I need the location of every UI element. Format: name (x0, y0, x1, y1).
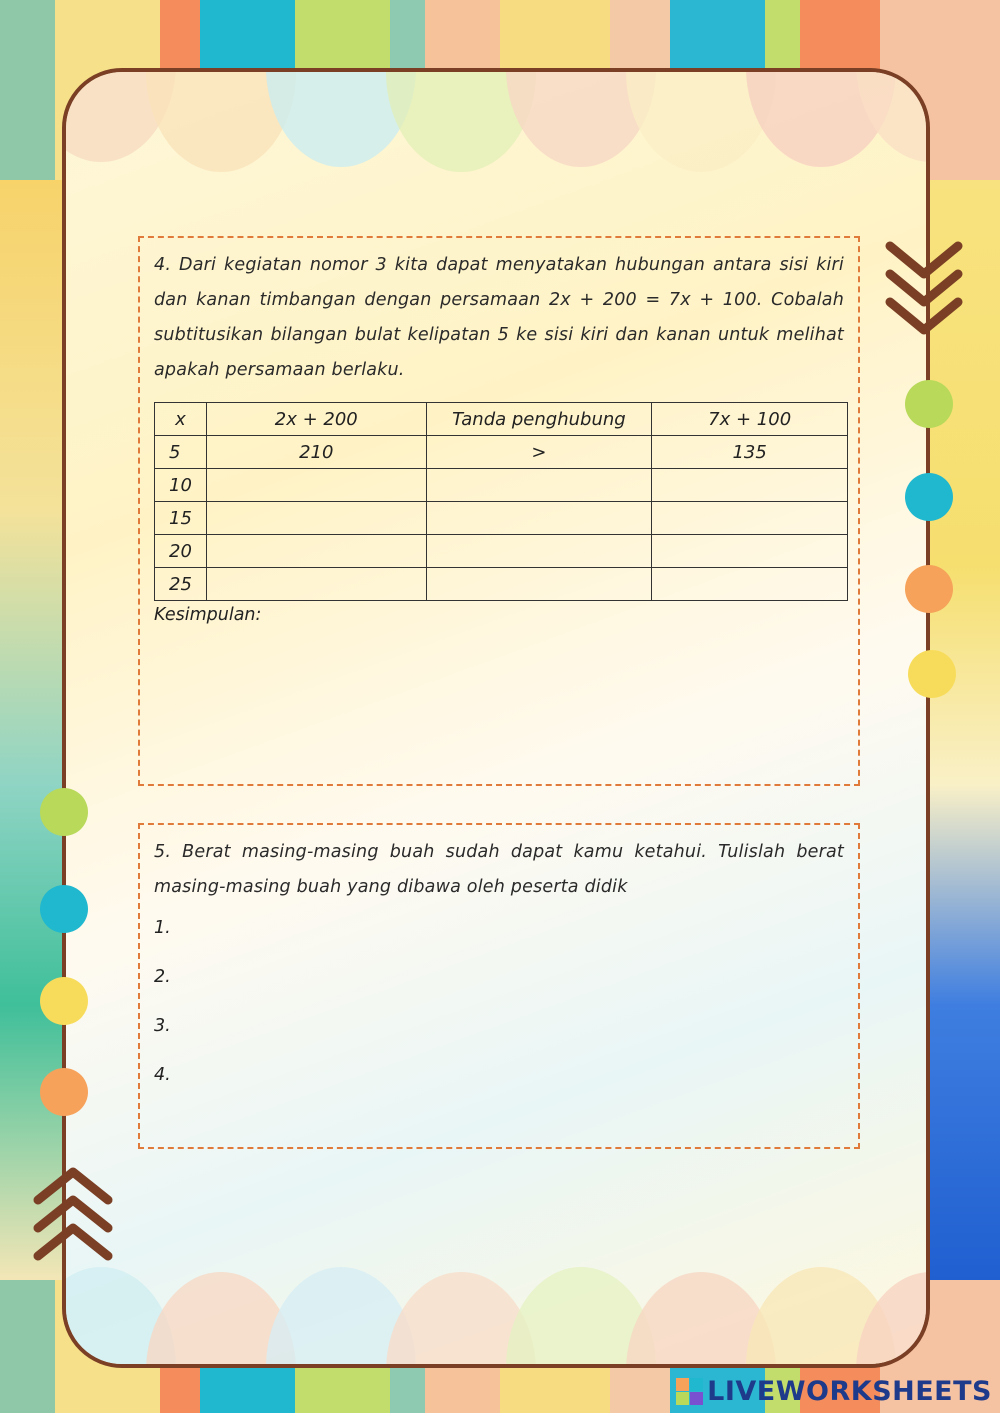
liveworksheets-logo[interactable] (676, 1376, 992, 1407)
table-row (155, 568, 848, 601)
cell-connector-input[interactable] (426, 502, 652, 535)
substitution-table (154, 402, 848, 601)
table-row (155, 469, 848, 502)
cell-connector-input[interactable] (426, 535, 652, 568)
decor-dot-orange (40, 1068, 88, 1116)
header-x: x (155, 403, 207, 436)
list-item[interactable] (154, 962, 844, 1011)
table-row (155, 502, 848, 535)
cell-x: 5 (155, 436, 207, 469)
header-connector: Tanda penghubung (426, 403, 652, 436)
decor-dot-teal (905, 473, 953, 521)
decor-dot-teal (40, 885, 88, 933)
question-5-box (138, 823, 860, 1149)
chevron-up-decor-icon (30, 1162, 116, 1277)
cell-x: 25 (155, 568, 207, 601)
logo-text: LIVEWORKSHEETS (707, 1376, 992, 1407)
list-item[interactable] (154, 913, 844, 962)
question-5-text: 5. Berat masing-masing buah sudah dapat kamu ketahui. Tulislah berat masing-masing buah yang dibawa oleh peserta didik (154, 842, 844, 897)
question-4-text: 4. Dari kegiatan nomor 3 kita dapat menyatakan hubungan antara sisi kiri dan kanan timbangan dengan persamaan 2x + 200 = 7x + 100. Cobalah subtitusikan bilangan bulat kelipatan 5 ke sisi kiri dan kanan untuk melihat apakah persamaan berlaku. (154, 255, 844, 380)
decor-dot-yellow (40, 977, 88, 1025)
cell-x: 15 (155, 502, 207, 535)
cell-right-value-input[interactable] (652, 502, 848, 535)
table-row (155, 436, 848, 469)
cell-x: 20 (155, 535, 207, 568)
cell-left-value-input[interactable] (206, 535, 426, 568)
cell-right-value-input[interactable] (652, 469, 848, 502)
header-right-expression: 7x + 100 (652, 403, 848, 436)
cell-connector-input[interactable] (426, 568, 652, 601)
logo-grid-icon (676, 1378, 703, 1405)
list-item-number: 2. (154, 967, 171, 987)
question-4-box (138, 236, 860, 786)
cell-right-value-input[interactable] (652, 568, 848, 601)
conclusion-label: Kesimpulan: (154, 605, 262, 625)
cell-x: 10 (155, 469, 207, 502)
decor-dot-green (905, 380, 953, 428)
conclusion-answer-area[interactable] (154, 625, 844, 765)
cell-right-value: 135 (652, 436, 848, 469)
cell-left-value-input[interactable] (206, 469, 426, 502)
list-item-number: 4. (154, 1065, 171, 1085)
list-item-number: 1. (154, 918, 171, 938)
table-row (155, 535, 848, 568)
decor-dot-green (40, 788, 88, 836)
list-item[interactable] (154, 1060, 844, 1109)
cell-left-value-input[interactable] (206, 502, 426, 535)
chevron-down-decor-icon (884, 238, 964, 348)
cell-left-value-input[interactable] (206, 568, 426, 601)
decor-dot-yellow (908, 650, 956, 698)
cell-connector-input[interactable] (426, 469, 652, 502)
list-item[interactable] (154, 1011, 844, 1060)
cell-left-value: 210 (206, 436, 426, 469)
decor-dot-orange (905, 565, 953, 613)
cell-connector: > (426, 436, 652, 469)
table-header-row (155, 403, 848, 436)
answer-list (154, 913, 844, 1109)
header-left-expression: 2x + 200 (206, 403, 426, 436)
list-item-number: 3. (154, 1016, 171, 1036)
cell-right-value-input[interactable] (652, 535, 848, 568)
decor-scallop (856, 68, 930, 162)
decor-scallop (856, 1272, 930, 1368)
